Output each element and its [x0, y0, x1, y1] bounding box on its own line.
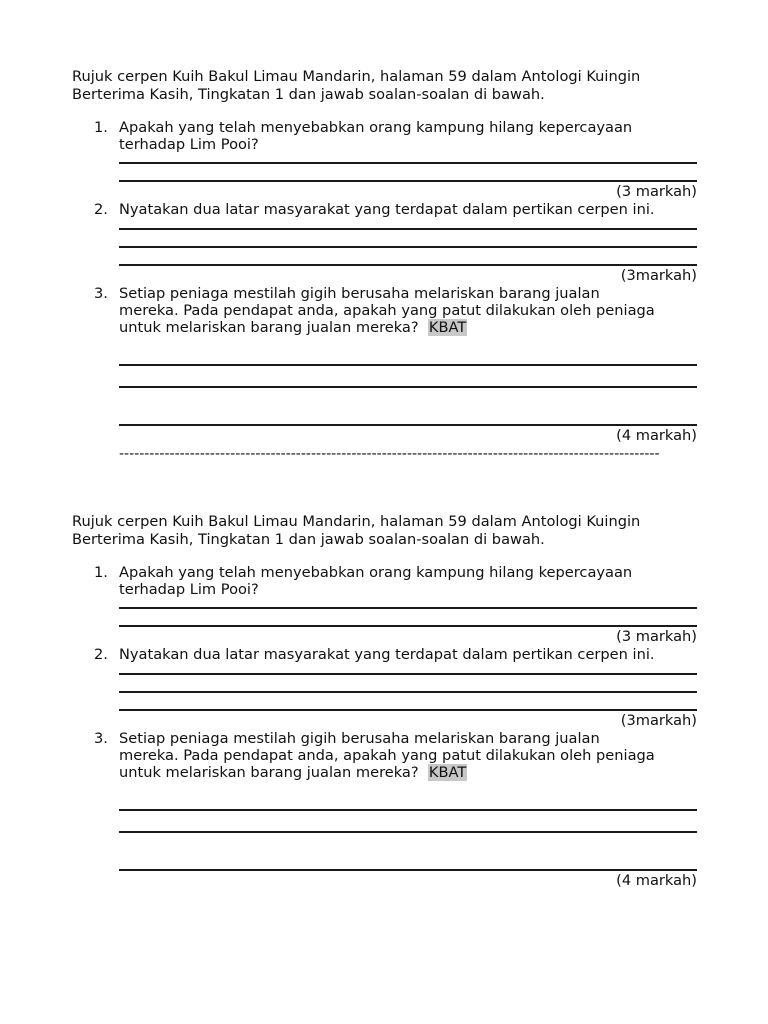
kbat-tag: KBAT	[428, 319, 467, 336]
intro-line: Berterima Kasih, Tingkatan 1 dan jawab soalan-soalan di bawah.	[72, 86, 545, 103]
answer-line[interactable]	[119, 609, 697, 627]
question-text: mereka. Pada pendapat anda, apakah yang patut dilakukan oleh peniaga	[119, 747, 655, 764]
section-intro	[72, 513, 697, 549]
question-3	[72, 285, 697, 445]
question-text: Nyatakan dua latar masyarakat yang terdapat dalam pertikan cerpen ini.	[119, 646, 655, 663]
marks-label: (4 markah)	[616, 872, 697, 889]
question-3	[72, 730, 697, 890]
marks-label: (3 markah)	[616, 628, 697, 645]
answer-line[interactable]	[119, 336, 697, 366]
question-text: untuk melariskan barang jualan mereka?	[119, 319, 419, 336]
answer-line[interactable]	[119, 781, 697, 811]
question-text: mereka. Pada pendapat anda, apakah yang patut dilakukan oleh peniaga	[119, 302, 655, 319]
question-2	[72, 201, 697, 285]
answer-line[interactable]	[119, 675, 697, 693]
answer-line[interactable]	[119, 230, 697, 248]
marks-label: (3markah)	[620, 712, 697, 729]
intro-line: Rujuk cerpen Kuih Bakul Limau Mandarin, halaman 59 dalam Antologi Kuingin	[72, 513, 641, 530]
answer-line[interactable]	[119, 693, 697, 711]
question-text: Nyatakan dua latar masyarakat yang terdapat dalam pertikan cerpen ini.	[119, 201, 655, 218]
question-text: Setiap peniaga mestilah gigih berusaha melariskan barang jualan	[119, 285, 600, 302]
question-1	[72, 119, 697, 201]
question-number: 3.	[94, 285, 108, 302]
answer-line[interactable]	[119, 218, 697, 230]
answer-line[interactable]	[119, 388, 697, 426]
worksheet-section-1	[72, 68, 697, 463]
question-text: Apakah yang telah menyebabkan orang kampung hilang kepercayaan	[119, 119, 633, 136]
question-number: 2.	[94, 646, 108, 663]
question-text: Setiap peniaga mestilah gigih berusaha melariskan barang jualan	[119, 730, 600, 747]
worksheet-section-2	[72, 513, 697, 890]
question-text: terhadap Lim Pooi?	[119, 136, 259, 153]
cut-separator: -----------------------------------------------------------------------------------------------------------	[119, 446, 660, 462]
question-text: terhadap Lim Pooi?	[119, 581, 259, 598]
answer-line[interactable]	[119, 598, 697, 609]
question-text-with-tag	[119, 319, 697, 336]
question-number: 1.	[94, 564, 108, 581]
marks-label: (3markah)	[620, 267, 697, 284]
answer-line[interactable]	[119, 153, 697, 164]
marks-label: (4 markah)	[616, 427, 697, 444]
section-intro	[72, 68, 697, 104]
kbat-tag: KBAT	[428, 764, 467, 781]
question-text-with-tag	[119, 764, 697, 781]
answer-line[interactable]	[119, 833, 697, 871]
question-number: 1.	[94, 119, 108, 136]
question-number: 2.	[94, 201, 108, 218]
question-2	[72, 646, 697, 730]
answer-line[interactable]	[119, 811, 697, 833]
intro-line: Rujuk cerpen Kuih Bakul Limau Mandarin, halaman 59 dalam Antologi Kuingin	[72, 68, 641, 85]
intro-line: Berterima Kasih, Tingkatan 1 dan jawab soalan-soalan di bawah.	[72, 531, 545, 548]
answer-line[interactable]	[119, 366, 697, 388]
answer-line[interactable]	[119, 248, 697, 266]
question-text: untuk melariskan barang jualan mereka?	[119, 764, 419, 781]
answer-line[interactable]	[119, 164, 697, 182]
question-number: 3.	[94, 730, 108, 747]
marks-label: (3 markah)	[616, 183, 697, 200]
answer-line[interactable]	[119, 663, 697, 675]
question-1	[72, 564, 697, 646]
question-text: Apakah yang telah menyebabkan orang kampung hilang kepercayaan	[119, 564, 633, 581]
